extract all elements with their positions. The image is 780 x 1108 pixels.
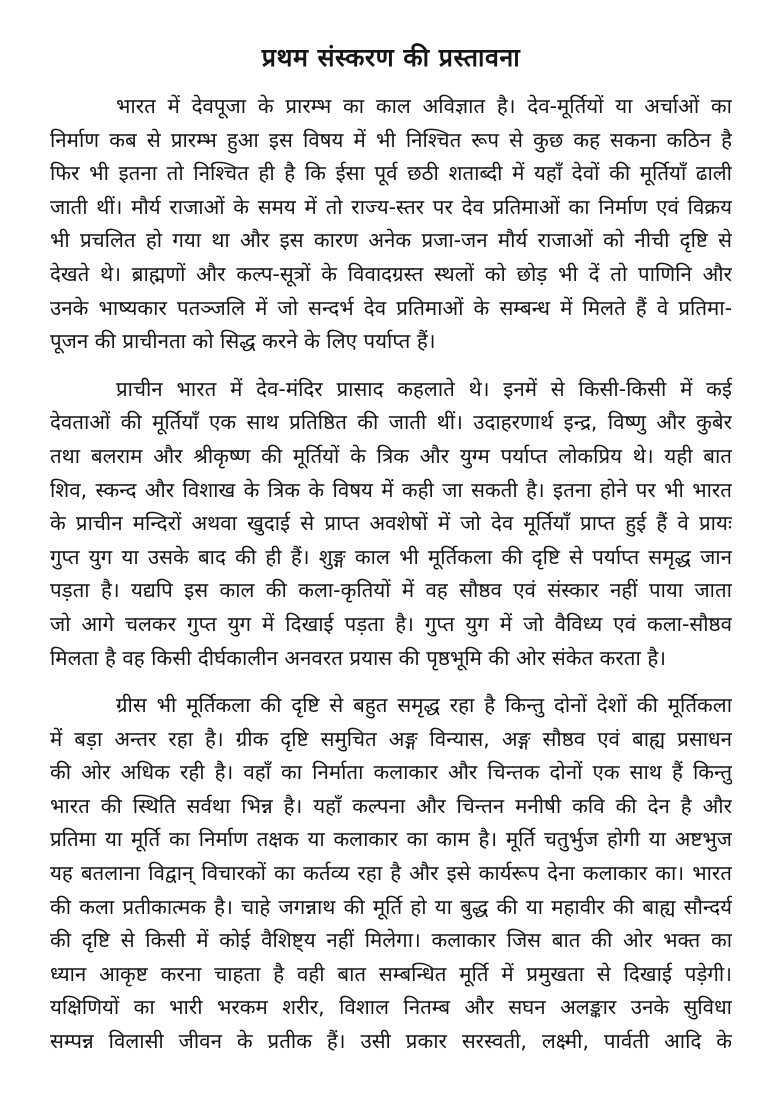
text-line: के प्राचीन मन्दिरों अथवा खुदाई से प्राप्त अवशेषों में जो देव मूर्तियाँ प्राप्त हुई हैं वे प्रायः [50,511,732,536]
text-line: जो आगे चलकर गुप्त युग में दिखाई पड़ता है। गुप्त युग में जो वैविध्य एवं कला-सौष्ठव [50,611,732,636]
text-line: की ओर अधिक रही है। वहाँ का निर्माता कलाकार और चिन्तक दोनों एक साथ हैं किन्तु [50,760,732,785]
text-line: भारत में देवपूजा के प्रारम्भ का काल अविज्ञात है। देव-मूर्तियों या अर्चाओं का [116,94,732,118]
text-line: में बड़ा अन्तर रहा है। ग्रीक दृष्टि समुचित अङ्ग विन्यास, अङ्ग सौष्ठव एवं बाह्य प्रसाधन [50,726,732,751]
text-line: पूजन की प्राचीनता को सिद्ध करने के लिए पर्याप्त हैं। [50,329,436,354]
text-line: ध्यान आकृष्ट करना चाहता है वही बात सम्बन्धित मूर्ति में प्रमुखता से दिखाई पड़ेगी। [50,961,732,986]
text-line: यह बतलाना विद्वान् विचारकों का कर्तव्य रहा है और इसे कार्यरूप देना कलाकार का। भारत [50,861,732,886]
text-line: की दृष्टि से किसी में कोई वैशिष्ट्य नहीं मिलेगा। कलाकार जिस बात की ओर भक्त का [50,928,732,953]
text-line: भी प्रचलित हो गया था और इस कारण अनेक प्रजा-जन मौर्य राजाओं को नीची दृष्टि से [50,228,732,253]
text-line: पड़ता है। यद्यपि इस काल की कला-कृतियों में वह सौष्ठव एवं संस्कार नहीं पाया जाता [50,578,732,603]
paragraph-3 [50,689,732,1059]
text-line: यक्षिणियों का भारी भरकम शरीर, विशाल नितम्ब और सघन अलङ्कार उनके सुविधा [50,995,732,1020]
text-line: निर्माण कब से प्रारम्भ हुआ इस विषय में भी निश्चित रूप से कुछ कह सकना कठिन है [50,127,732,152]
text-line: जाती थीं। मौर्य राजाओं के समय में तो राज्य-स्तर पर देव प्रतिमाओं का निर्माण एवं विक्रय [50,194,732,219]
page-title: प्रथम संस्करण की प्रस्तावना [261,43,521,72]
text-line: उनके भाष्यकार पतञ्जलि में जो सन्दर्भ देव प्रतिमाओं के सम्बन्ध में मिलते हैं वे प्रतिमा- [50,295,732,320]
text-line: गुप्त युग या उसके बाद की ही हैं। शुङ्ग काल भी मूर्तिकला की दृष्टि से पर्याप्त समृद्ध जान [50,544,732,569]
text-line: मिलता है वह किसी दीर्घकालीन अनवरत प्रयास की पृष्ठभूमि की ओर संकेत करता है। [50,645,666,670]
text-line: सम्पन्न विलासी जीवन के प्रतीक हैं। उसी प्रकार सरस्वती, लक्ष्मी, पार्वती आदि के [50,1029,732,1054]
text-line: प्राचीन भारत में देव-मंदिर प्रासाद कहलाते थे। इनमें से किसी-किसी में कई [116,376,732,401]
text-line: तथा बलराम और श्रीकृष्ण की मूर्तियों के त्रिक और युग्म पर्याप्त लोकप्रिय थे। यही बात [50,443,732,468]
text-line: देवताओं की मूर्तियाँ एक साथ प्रतिष्ठित की जाती थीं। उदाहरणार्थ इन्द्र, विष्णु और कुबेर [50,410,732,435]
text-line: फिर भी इतना तो निश्चित ही है कि ईसा पूर्व छठी शताब्दी में यहाँ देवों की मूर्तियाँ ढाली [50,161,732,186]
text-line: भारत की स्थिति सर्वथा भिन्न है। यहाँ कल्पना और चिन्तन मनीषी कवि की देन है और [50,793,732,818]
text-line: देखते थे। ब्राह्मणों और कल्प-सूत्रों के विवादग्रस्त स्थलों को छोड़ भी दें तो पाणिनि और [50,261,732,286]
text-line: प्रतिमा या मूर्ति का निर्माण तक्षक या कलाकार का काम है। मूर्ति चतुर्भुज होगी या अष्टभुज [50,827,732,852]
paragraph-1 [50,90,732,359]
text-line: शिव, स्कन्द और विशाख के त्रिक के विषय में कही जा सकती है। इतना होने पर भी भारत [50,477,732,502]
text-line: ग्रीस भी मूर्तिकला की दृष्टि से बहुत समृद्ध रहा है किन्तु दोनों देशों की मूर्तिकला [116,693,732,718]
text-line: की कला प्रतीकात्मक है। चाहे जगन्नाथ की मूर्ति हो या बुद्ध की या महावीर की बाह्य सौन्दर्य [50,894,732,919]
paragraph-2 [50,373,732,675]
